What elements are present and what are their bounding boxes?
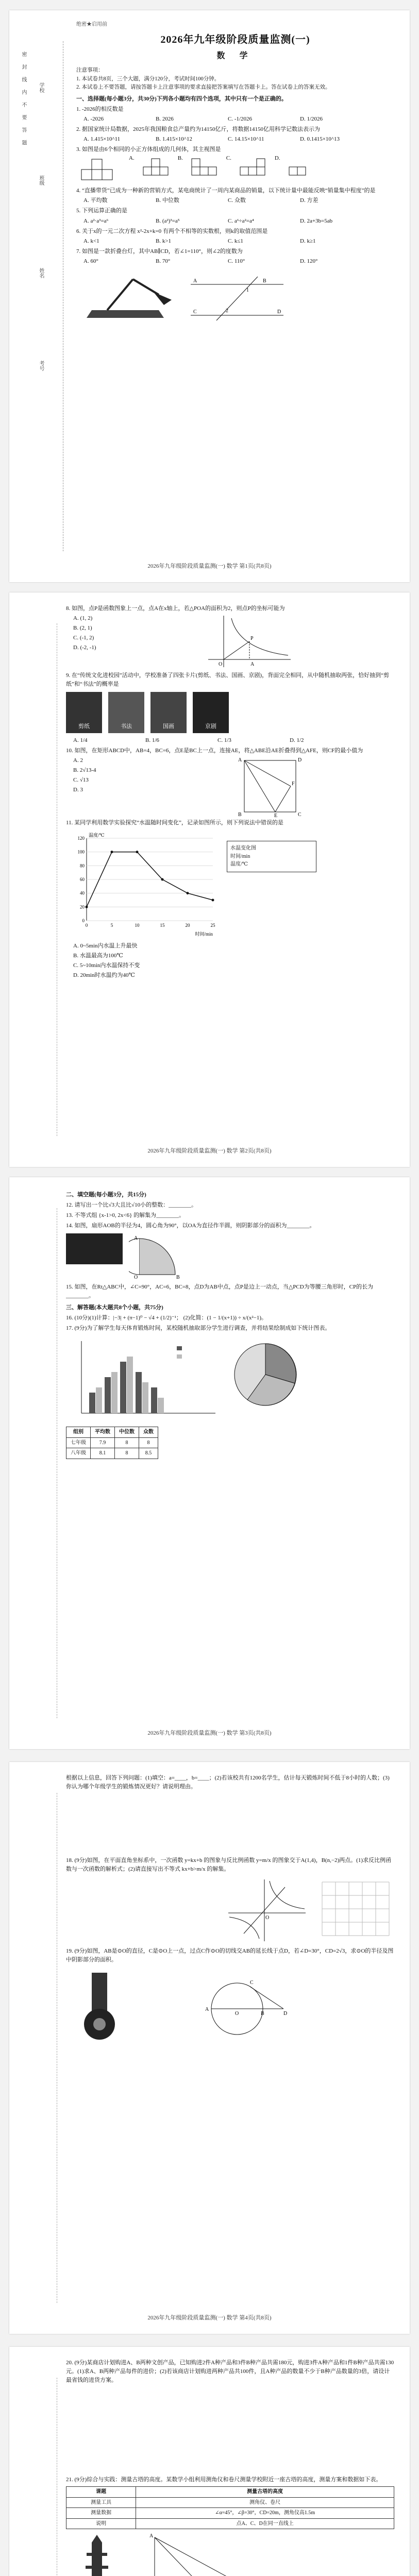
option: B. 水温最高为100℃	[73, 953, 123, 959]
option: B. (a²)³=a⁵	[156, 217, 180, 224]
notes-line: 1. 本试卷共8页，三个大题，满分120分，考试时间100分钟。	[76, 76, 220, 82]
y-tick-label: 80	[80, 863, 85, 869]
table-row	[66, 2508, 394, 2519]
pagoda-photo	[66, 2532, 128, 2576]
table-row	[66, 1448, 158, 1459]
question-stem: 8. 如图，点P是函数图象上一点，点A在x轴上，若△POA的面积为2，则点P的坐标可能为	[66, 605, 285, 612]
question-21	[66, 2476, 394, 2576]
option: B. 70°	[156, 258, 171, 264]
answer-space	[66, 2386, 394, 2474]
y-tick-label: 60	[80, 877, 85, 883]
card: 京剧	[193, 692, 229, 733]
table-header: 测量古塔的高度	[136, 2487, 394, 2498]
chart-xlabel: 时间/min	[230, 853, 250, 859]
table-header: 平均数	[91, 1427, 115, 1438]
svg-text:O: O	[235, 2011, 239, 2017]
option: B. 中位数	[156, 197, 179, 204]
page-footer: 2026年九年级阶段质量监测(一) 数学 第2页(共8页)	[147, 1148, 272, 1154]
svg-text:P: P	[250, 636, 254, 642]
question-stem: 5. 下列运算正确的是	[76, 208, 127, 214]
question-stem: 17. (9分)为了解学生每天体育锻炼时间，某校随机抽取部分学生进行调查，并将结果绘制成如下统计图表。	[66, 1325, 331, 1332]
svg-text:A: A	[149, 2533, 154, 2539]
y-tick-label: 0	[82, 918, 85, 924]
y-tick-label: 20	[80, 904, 85, 910]
question-17-parts: 根据以上信息，回答下列问题：(1)填空：a=____，b=____；(2)若该校共有1200名学生，估计每天锻炼时间不低于8小时的人数；(3)你认为哪个年级学生的锻炼情况更好？请说明理由。	[66, 1775, 390, 1790]
table-row	[66, 1437, 158, 1448]
table-row	[66, 2518, 394, 2529]
option: D. 1/2026	[300, 116, 323, 123]
table-cell: 七年级	[66, 1437, 91, 1448]
svg-text:2: 2	[226, 308, 228, 314]
svg-text:C: C	[193, 309, 197, 315]
option: A. k<1	[83, 238, 99, 244]
question-4	[76, 187, 394, 205]
x-tick-label: 20	[185, 923, 190, 928]
x-tick-label: 25	[210, 923, 215, 928]
option: C. 1/3	[217, 737, 231, 744]
card: 国画	[150, 692, 187, 733]
tangent-circle-figure	[201, 1968, 289, 2045]
option: C. -1/2026	[228, 116, 253, 123]
question-stem: 3. 如图是由6个相同的小正方体组成的几何体，其主视图是	[76, 146, 221, 153]
option: B. (2, 1)	[73, 625, 92, 632]
y-tick-label: 120	[77, 836, 85, 841]
chart-ylabel: 温度/℃	[230, 861, 248, 868]
option: A. (1, 2)	[73, 615, 93, 622]
angle-measure-figure	[134, 2532, 289, 2576]
rectangle-fold-figure	[234, 755, 306, 817]
question-stem: 18. (9分)如图，在平面直角坐标系中，一次函数 y=kx+b 的图象与反比例函数 y=m/x 的图象交于A(1,4)，B(n,−2)两点。(1)求反比例函数与一次函数的解析式；(2)请直接写出不等式 kx+b>m/x 的解集。	[66, 1857, 392, 1873]
option: D. 2a+3b=5ab	[300, 217, 333, 224]
answer-space	[66, 1793, 394, 1855]
angle-figure	[186, 269, 289, 326]
card: 剪纸	[66, 692, 102, 733]
stats-table	[66, 1427, 158, 1459]
function-figure	[203, 613, 296, 670]
table-cell: ∠α=45°，∠β=30°，CD=20m，测角仪高1.5m	[136, 2508, 394, 2519]
measurement-table	[66, 2486, 394, 2529]
option: C.	[226, 155, 231, 162]
svg-text:C: C	[298, 812, 301, 818]
table-header: 课题	[66, 2487, 136, 2498]
question-stem: 10. 如图，在矩形ABCD中，AB=4，BC=6，点E是BC上一点，连接AE，将△ABE沿AE折叠得到△AFE，则CF的最小值为	[66, 748, 363, 754]
question-12: 12. 请写出一个比√3大且比√10小的整数：________。	[66, 1202, 197, 1209]
svg-text:O: O	[265, 1915, 270, 1921]
option: A. -2026	[83, 116, 104, 123]
svg-text:A: A	[205, 2007, 209, 2013]
option: D. 120°	[300, 258, 318, 264]
svg-text:A: A	[238, 757, 242, 764]
question-3	[76, 145, 394, 185]
view-d-figure	[287, 154, 317, 180]
exam-subject: 数 学	[216, 51, 254, 60]
secret-mark: 绝密★启用前	[76, 22, 107, 27]
question-stem: 6. 关于x的一元二次方程 x²-2x+k=0 有两个不相等的实数根，则k的取值范围是	[76, 228, 268, 234]
exam-page-2	[9, 592, 410, 1167]
wheel-photo	[66, 1968, 133, 2045]
table-header: 中位数	[115, 1427, 139, 1438]
option: D. 方差	[300, 197, 319, 204]
option: D.	[274, 155, 280, 162]
data-point	[136, 851, 139, 853]
exam-title: 2026年九年级阶段质量监测(一)	[160, 33, 310, 45]
grid-figure	[317, 1877, 394, 1944]
page-footer: 2026年九年级阶段质量监测(一) 数学 第3页(共8页)	[147, 1730, 272, 1736]
option: A. 60°	[83, 258, 98, 264]
option: D. 3	[73, 787, 83, 793]
option: D. k≥1	[300, 238, 316, 244]
view-b-figure	[189, 154, 220, 180]
question-stem: 2. 据国家统计局数据，2025年我国粮食总产量约为14150亿斤，将数据14150亿用科学记数法表示为	[76, 126, 320, 133]
page-footer: 2026年九年级阶段质量监测(一) 数学 第1页(共8页)	[147, 563, 272, 569]
x-axis-label: 时间/min	[195, 931, 213, 937]
question-stem: 11. 某同学利用数学实验探究“水温随时间变化”，记录如图所示，则下列说法中错误的是	[66, 820, 283, 826]
option: B.	[177, 155, 183, 162]
svg-text:B: B	[176, 1275, 180, 1280]
svg-text:E: E	[274, 813, 278, 818]
svg-text:C: C	[250, 1980, 254, 1986]
svg-text:A: A	[193, 278, 197, 284]
x-tick-label: 0	[85, 923, 88, 928]
question-7	[76, 247, 394, 326]
page-footer: 2026年九年级阶段质量监测(一) 数学 第4页(共8页)	[147, 2315, 272, 2321]
notes-line: 注意事项：	[76, 67, 104, 74]
chart-title: 水温变化图	[230, 845, 256, 852]
option: C. (-1, 2)	[73, 635, 94, 641]
question-11	[66, 819, 394, 980]
option: C. 14.15×10^11	[228, 136, 264, 143]
option: A. a²·a³=a⁶	[83, 217, 109, 224]
question-stem: 21. (9分)综合与实践：测量古塔的高度。某数学小组利用测角仪和卷尺测量学校附近一座古塔的高度，测量方案和数据如下表。	[66, 2477, 382, 2483]
coordinate-figure	[223, 1877, 311, 1944]
binding-margin	[16, 41, 63, 551]
svg-text:B: B	[263, 278, 266, 284]
option: A. 平均数	[83, 197, 108, 204]
option: A. 0~5min内水温上升最快	[73, 943, 138, 950]
notes	[76, 66, 394, 92]
option: C. a⁶÷a²=a⁴	[228, 217, 254, 224]
data-point	[161, 878, 164, 881]
exam-page-4	[9, 1762, 410, 2334]
data-point	[212, 899, 214, 902]
option: C. √13	[73, 777, 89, 784]
option: A. 1/4	[73, 737, 88, 744]
question-6	[76, 227, 394, 246]
table-cell: 说明	[66, 2518, 136, 2529]
table-cell: 8	[139, 1437, 158, 1448]
question-stem: 19. (9分)如图，AB是⊙O的直径，C是⊙O上一点，过点C作⊙O的切线交AB的延长线于点D，若∠D=30°，CD=2√3，求⊙O的半径及图中阴影部分的面积。	[66, 1948, 394, 1963]
notes-line: 2. 本试卷上不要答题，请按答题卡上注意事项的要求直接把答案填写在答题卡上。答在试卷上的答案无效。	[76, 84, 331, 90]
svg-text:O: O	[219, 662, 223, 668]
svg-text:B: B	[238, 812, 242, 818]
data-point	[86, 906, 88, 908]
option: C. 5~10min内水温保持不变	[73, 962, 140, 969]
option: D. 1/2	[290, 737, 304, 744]
school-field: 学校	[38, 82, 44, 93]
photo-figure	[66, 1233, 123, 1264]
table-cell: 8	[115, 1448, 139, 1459]
svg-text:D: D	[298, 757, 302, 764]
question-13: 13. 不等式组 {x-1>0, 2x<6} 的解集为________。	[66, 1212, 185, 1219]
table-cell: 测量工具	[66, 2497, 136, 2508]
lamp-figure	[76, 269, 179, 326]
table-cell: 8.1	[91, 1448, 115, 1459]
option: D. (-2, -1)	[73, 645, 96, 651]
question-1	[76, 105, 394, 124]
seal-line-label: 密 封 线 内 不 要 答 题	[21, 52, 26, 148]
svg-text:1: 1	[246, 287, 249, 293]
y-tick-label: 40	[80, 890, 85, 896]
table-row	[66, 2497, 394, 2508]
question-10	[66, 747, 394, 817]
data-point	[187, 892, 189, 894]
option: C. 众数	[228, 197, 246, 204]
svg-text:A: A	[250, 662, 255, 668]
option: B. 2026	[156, 116, 174, 123]
option: B. 1.415×10^12	[156, 136, 192, 143]
option: A.	[129, 155, 135, 162]
name-field: 姓名	[38, 268, 44, 278]
option: C. k≤1	[228, 238, 243, 244]
question-stem: 4. “直播带货”已成为一种新的营销方式，某电商统计了一周内某商品的销量，以下统计量中最能反映“销量集中程度”的是	[76, 188, 376, 194]
question-15: 15. 如图，在Rt△ABC中，∠C=90°，AC=6，BC=8，点D为AB中点，点P是边上一动点，当△PCD为等腰三角形时，CP的长为________。	[66, 1284, 374, 1299]
table-cell: 8	[115, 1437, 139, 1448]
option: D. 0.1415×10^13	[300, 136, 340, 143]
view-a-figure	[141, 154, 172, 180]
view-c-figure	[238, 154, 269, 180]
question-5	[76, 207, 394, 225]
class-field: 班级	[38, 175, 44, 185]
svg-text:B: B	[261, 2011, 264, 2017]
option: A. 1.415×10^11	[83, 136, 121, 143]
card: 书法	[108, 692, 144, 733]
section-heading: 二、填空题(每小题3分，共15分)	[66, 1192, 146, 1198]
question-16: 16. (10分)(1)计算：|−3| + (π−1)⁰ − √4 + (1/2)⁻¹； (2)化简：(1 − 1/(x+1)) ÷ x/(x²−1)。	[66, 1315, 267, 1321]
y-tick-label: 100	[77, 849, 85, 855]
table-cell: 测角仪、卷尺	[136, 2497, 394, 2508]
water-temperature-chart	[66, 831, 221, 939]
svg-text:D: D	[283, 2011, 288, 2017]
option: B. k>1	[156, 238, 172, 244]
x-tick-label: 5	[110, 923, 113, 928]
table-cell: 八年级	[66, 1448, 91, 1459]
exam-page-3	[9, 1177, 410, 1749]
question-stem: 7. 如图是一款折叠台灯，其中AB∥CD，若∠1=110°，则∠2的度数为	[76, 248, 243, 255]
section-heading: 一、选择题(每小题3分，共30分)下列各小题均有四个选项，其中只有一个是正确的。	[76, 96, 287, 103]
sector-figure	[129, 1233, 191, 1280]
question-9	[66, 671, 394, 745]
solid-figure	[76, 154, 123, 185]
question-17	[66, 1324, 394, 1459]
cube-figures	[76, 154, 394, 185]
chart-note-box	[227, 841, 316, 872]
table-cell: 点A、C、D在同一直线上	[136, 2518, 394, 2529]
y-axis-label: 温度/℃	[89, 833, 105, 838]
exam-page-1	[9, 10, 410, 582]
x-tick-label: 10	[135, 923, 140, 928]
question-14	[66, 1222, 394, 1280]
pie-chart	[227, 1336, 309, 1413]
option: D. 20min时水温约为40℃	[73, 972, 135, 979]
table-cell: 测量数据	[66, 2508, 136, 2519]
exercise-bar-chart	[66, 1336, 221, 1423]
section-heading: 三、解答题(本大题共8个小题，共75分)	[66, 1304, 163, 1311]
question-19	[66, 1947, 394, 2045]
question-20: 20. (9分)某商店计划购进A、B两种文创产品，已知购进2件A种产品和3件B种产品共需180元，购进3件A种产品和1件B种产品共需130元。(1)求A、B两种产品每件的进价；(2)若该商店计划购进两种产品共100件，且A种产品的数量不少于B种产品数量的3倍，请设计最省钱的进货方案。	[66, 2360, 394, 2384]
question-stem: 14. 如图，扇形AOB的半径为4，圆心角为90°，以OA为直径作半圆，则阴影部分的面积为________。	[66, 1223, 315, 1229]
table-cell: 8.5	[139, 1448, 158, 1459]
cards	[66, 692, 394, 733]
svg-text:O: O	[134, 1275, 138, 1280]
question-2	[76, 125, 394, 144]
question-stem: 1. -2026的相反数是	[76, 106, 124, 113]
svg-text:A: A	[134, 1235, 138, 1242]
option: B. 1/6	[145, 737, 159, 744]
table-cell: 7.9	[91, 1437, 115, 1448]
x-tick-label: 15	[160, 923, 165, 928]
table-header: 众数	[139, 1427, 158, 1438]
id-field: 考号	[38, 361, 44, 371]
option: B. 2√13-4	[73, 767, 96, 774]
question-18	[66, 1856, 394, 1944]
option: C. 110°	[228, 258, 245, 264]
question-8	[66, 604, 394, 670]
question-stem: 9. 在“传统文化进校园”活动中，学校准备了四张卡片(剪纸、书法、国画、京剧)，背面完全相同，从中随机抽取两张，恰好抽到“剪纸”和“书法”的概率是	[66, 672, 389, 688]
data-point	[111, 851, 113, 853]
svg-text:D: D	[277, 309, 281, 315]
svg-text:F: F	[292, 781, 295, 787]
table-header: 组别	[66, 1427, 91, 1438]
option: A. 2	[73, 757, 83, 764]
exam-page-5	[9, 2347, 410, 2576]
